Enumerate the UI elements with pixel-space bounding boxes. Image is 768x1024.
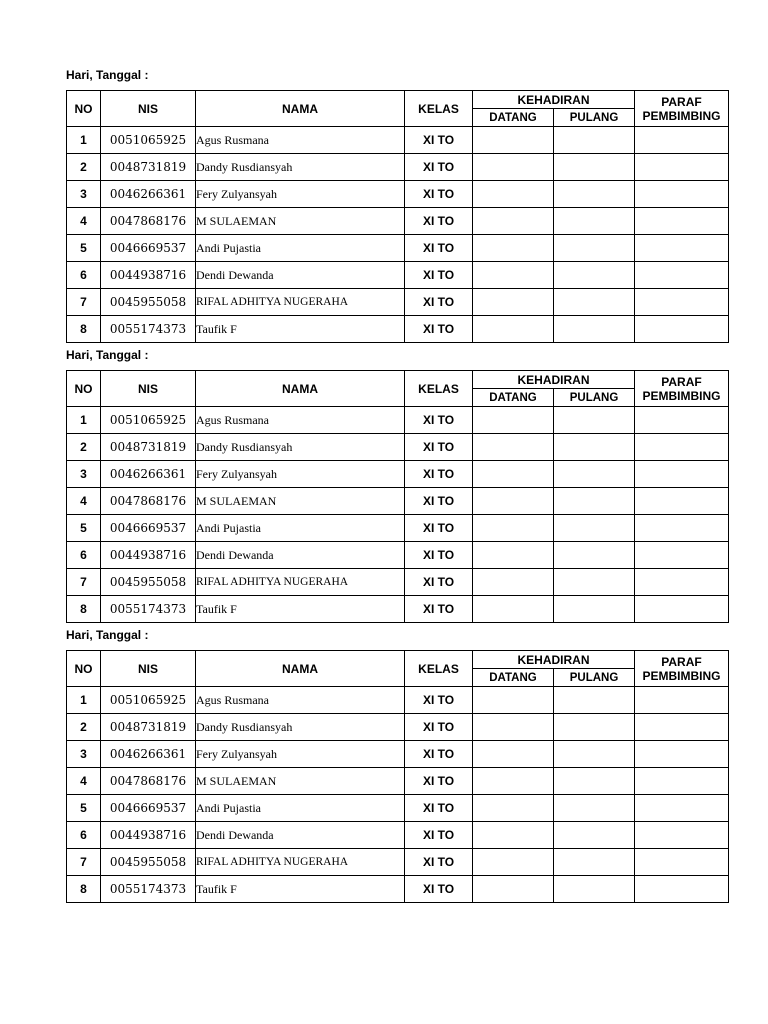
student-kelas: XI TO [405,542,473,569]
student-no: 2 [67,434,101,461]
student-nama: Agus Rusmana [196,407,405,434]
datang-cell[interactable] [473,461,554,488]
student-nama: Dendi Dewanda [196,262,405,289]
student-nis: 0046669537 [101,235,196,262]
student-no: 1 [67,687,101,714]
paraf-cell[interactable] [635,181,729,208]
datang-cell[interactable] [473,488,554,515]
table-row [67,822,729,849]
student-no: 1 [67,407,101,434]
student-nis: 0048731819 [101,714,196,741]
datang-cell[interactable] [473,407,554,434]
header-kehadiran: KEHADIRAN [473,651,635,669]
header-paraf-line1: PARAF [661,374,702,389]
table-row [67,407,729,434]
table-row [67,741,729,768]
datang-cell[interactable] [473,795,554,822]
student-no: 6 [67,822,101,849]
header-nama: NAMA [196,651,405,687]
header-paraf [635,371,729,407]
student-nama: Dendi Dewanda [196,822,405,849]
datang-cell[interactable] [473,208,554,235]
student-no: 6 [67,542,101,569]
datang-cell[interactable] [473,316,554,343]
student-nis: 0045955058 [101,569,196,596]
pulang-cell[interactable] [554,127,635,154]
student-nis: 0055174373 [101,876,196,903]
student-kelas: XI TO [405,127,473,154]
header-paraf-line1: PARAF [661,654,702,669]
datang-cell[interactable] [473,714,554,741]
student-nama: Fery Zulyansyah [196,181,405,208]
pulang-cell[interactable] [554,596,635,623]
student-nama: Dendi Dewanda [196,542,405,569]
student-no: 5 [67,795,101,822]
paraf-cell[interactable] [635,876,729,903]
datang-cell[interactable] [473,687,554,714]
student-no: 5 [67,235,101,262]
student-nis: 0046266361 [101,461,196,488]
header-paraf-line2: PEMBIMBING [642,668,721,683]
paraf-cell[interactable] [635,208,729,235]
pulang-cell[interactable] [554,235,635,262]
header-nama: NAMA [196,371,405,407]
student-nama: M SULAEMAN [196,208,405,235]
paraf-cell[interactable] [635,596,729,623]
student-nis: 0055174373 [101,316,196,343]
header-nis: NIS [101,371,196,407]
header-kelas: KELAS [405,91,473,127]
student-no: 5 [67,515,101,542]
student-nama: Dandy Rusdiansyah [196,434,405,461]
paraf-cell[interactable] [635,795,729,822]
student-no: 2 [67,154,101,181]
pulang-cell[interactable] [554,795,635,822]
student-no: 6 [67,262,101,289]
student-kelas: XI TO [405,714,473,741]
table-row [67,795,729,822]
student-nama: RIFAL ADHITYA NUGERAHA [196,569,405,596]
student-kelas: XI TO [405,181,473,208]
paraf-cell[interactable] [635,741,729,768]
table-row [67,849,729,876]
datang-cell[interactable] [473,262,554,289]
student-no: 3 [67,181,101,208]
table-row [67,714,729,741]
student-kelas: XI TO [405,687,473,714]
paraf-cell[interactable] [635,461,729,488]
datang-cell[interactable] [473,768,554,795]
student-nama: Taufik F [196,316,405,343]
datang-cell[interactable] [473,542,554,569]
student-kelas: XI TO [405,461,473,488]
pulang-cell[interactable] [554,181,635,208]
pulang-cell[interactable] [554,515,635,542]
student-nama: Fery Zulyansyah [196,461,405,488]
header-pulang: PULANG [554,389,635,407]
table-row [67,235,729,262]
table-row [67,434,729,461]
student-kelas: XI TO [405,316,473,343]
pulang-cell[interactable] [554,154,635,181]
pulang-cell[interactable] [554,714,635,741]
pulang-cell[interactable] [554,768,635,795]
table-row [67,542,729,569]
attendance-table [66,90,729,343]
datang-cell[interactable] [473,876,554,903]
student-nama: Andi Pujastia [196,795,405,822]
student-kelas: XI TO [405,289,473,316]
student-nama: Taufik F [196,596,405,623]
student-nis: 0046266361 [101,741,196,768]
student-kelas: XI TO [405,488,473,515]
table-row [67,488,729,515]
attendance-table [66,650,729,903]
header-nama: NAMA [196,91,405,127]
student-nama: Fery Zulyansyah [196,741,405,768]
pulang-cell[interactable] [554,407,635,434]
header-kehadiran: KEHADIRAN [473,91,635,109]
table-row [67,461,729,488]
pulang-cell[interactable] [554,316,635,343]
table-row [67,876,729,903]
student-kelas: XI TO [405,768,473,795]
student-kelas: XI TO [405,822,473,849]
header-kelas: KELAS [405,371,473,407]
pulang-cell[interactable] [554,849,635,876]
table-row [67,127,729,154]
table-row [67,154,729,181]
pulang-cell[interactable] [554,822,635,849]
datang-cell[interactable] [473,289,554,316]
student-no: 7 [67,849,101,876]
student-nis: 0047868176 [101,488,196,515]
datang-cell[interactable] [473,569,554,596]
attendance-table [66,370,729,623]
student-nis: 0047868176 [101,768,196,795]
student-nama: Dandy Rusdiansyah [196,154,405,181]
paraf-cell[interactable] [635,714,729,741]
table-row [67,569,729,596]
header-datang: DATANG [473,669,554,687]
datang-cell[interactable] [473,235,554,262]
student-nama: M SULAEMAN [196,768,405,795]
pulang-cell[interactable] [554,434,635,461]
datang-cell[interactable] [473,849,554,876]
student-no: 8 [67,316,101,343]
table-row [67,596,729,623]
paraf-cell[interactable] [635,569,729,596]
header-datang: DATANG [473,109,554,127]
pulang-cell[interactable] [554,542,635,569]
paraf-cell[interactable] [635,687,729,714]
student-nama: M SULAEMAN [196,488,405,515]
student-kelas: XI TO [405,795,473,822]
student-no: 3 [67,741,101,768]
table-row [67,316,729,343]
datang-cell[interactable] [473,515,554,542]
student-nis: 0044938716 [101,822,196,849]
paraf-cell[interactable] [635,488,729,515]
header-nis: NIS [101,651,196,687]
student-kelas: XI TO [405,208,473,235]
header-paraf-line1: PARAF [661,94,702,109]
date-label: Hari, Tanggal : [66,68,149,82]
header-no: NO [67,371,101,407]
paraf-cell[interactable] [635,316,729,343]
student-nama: RIFAL ADHITYA NUGERAHA [196,849,405,876]
header-kehadiran: KEHADIRAN [473,371,635,389]
header-pulang: PULANG [554,669,635,687]
student-kelas: XI TO [405,434,473,461]
table-row [67,262,729,289]
table-row [67,687,729,714]
header-paraf-line2: PEMBIMBING [642,388,721,403]
student-no: 8 [67,876,101,903]
student-nis: 0045955058 [101,849,196,876]
header-nis: NIS [101,91,196,127]
student-kelas: XI TO [405,235,473,262]
student-no: 3 [67,461,101,488]
student-kelas: XI TO [405,262,473,289]
student-nis: 0048731819 [101,154,196,181]
pulang-cell[interactable] [554,687,635,714]
student-nis: 0048731819 [101,434,196,461]
paraf-cell[interactable] [635,289,729,316]
student-no: 8 [67,596,101,623]
student-nis: 0046669537 [101,515,196,542]
datang-cell[interactable] [473,822,554,849]
paraf-cell[interactable] [635,154,729,181]
student-kelas: XI TO [405,741,473,768]
table-row [67,768,729,795]
header-no: NO [67,651,101,687]
pulang-cell[interactable] [554,876,635,903]
student-nis: 0044938716 [101,542,196,569]
pulang-cell[interactable] [554,488,635,515]
student-no: 7 [67,289,101,316]
header-no: NO [67,91,101,127]
paraf-cell[interactable] [635,407,729,434]
student-no: 4 [67,208,101,235]
student-nis: 0044938716 [101,262,196,289]
paraf-cell[interactable] [635,262,729,289]
pulang-cell[interactable] [554,741,635,768]
student-nis: 0046266361 [101,181,196,208]
header-kelas: KELAS [405,651,473,687]
student-nama: Taufik F [196,876,405,903]
student-nama: Agus Rusmana [196,687,405,714]
header-paraf [635,651,729,687]
date-label: Hari, Tanggal : [66,628,149,642]
student-kelas: XI TO [405,596,473,623]
header-pulang: PULANG [554,109,635,127]
datang-cell[interactable] [473,127,554,154]
header-paraf [635,91,729,127]
student-kelas: XI TO [405,569,473,596]
datang-cell[interactable] [473,181,554,208]
student-nama: Dandy Rusdiansyah [196,714,405,741]
student-nis: 0047868176 [101,208,196,235]
student-no: 2 [67,714,101,741]
student-nama: Agus Rusmana [196,127,405,154]
student-no: 1 [67,127,101,154]
header-datang: DATANG [473,389,554,407]
table-row [67,208,729,235]
student-nis: 0046669537 [101,795,196,822]
student-nama: RIFAL ADHITYA NUGERAHA [196,289,405,316]
pulang-cell[interactable] [554,569,635,596]
student-nama: Andi Pujastia [196,515,405,542]
student-kelas: XI TO [405,154,473,181]
pulang-cell[interactable] [554,262,635,289]
student-nis: 0051065925 [101,127,196,154]
table-row [67,289,729,316]
paraf-cell[interactable] [635,127,729,154]
pulang-cell[interactable] [554,289,635,316]
datang-cell[interactable] [473,154,554,181]
student-kelas: XI TO [405,849,473,876]
paraf-cell[interactable] [635,768,729,795]
table-row [67,515,729,542]
student-nis: 0055174373 [101,596,196,623]
student-nis: 0051065925 [101,407,196,434]
student-no: 7 [67,569,101,596]
paraf-cell[interactable] [635,542,729,569]
paraf-cell[interactable] [635,434,729,461]
paraf-cell[interactable] [635,822,729,849]
datang-cell[interactable] [473,741,554,768]
student-kelas: XI TO [405,515,473,542]
table-row [67,181,729,208]
student-nis: 0051065925 [101,687,196,714]
student-nama: Andi Pujastia [196,235,405,262]
pulang-cell[interactable] [554,208,635,235]
datang-cell[interactable] [473,596,554,623]
student-nis: 0045955058 [101,289,196,316]
student-no: 4 [67,488,101,515]
paraf-cell[interactable] [635,849,729,876]
date-label: Hari, Tanggal : [66,348,149,362]
paraf-cell[interactable] [635,515,729,542]
student-no: 4 [67,768,101,795]
pulang-cell[interactable] [554,461,635,488]
header-paraf-line2: PEMBIMBING [642,108,721,123]
student-kelas: XI TO [405,876,473,903]
datang-cell[interactable] [473,434,554,461]
paraf-cell[interactable] [635,235,729,262]
student-kelas: XI TO [405,407,473,434]
